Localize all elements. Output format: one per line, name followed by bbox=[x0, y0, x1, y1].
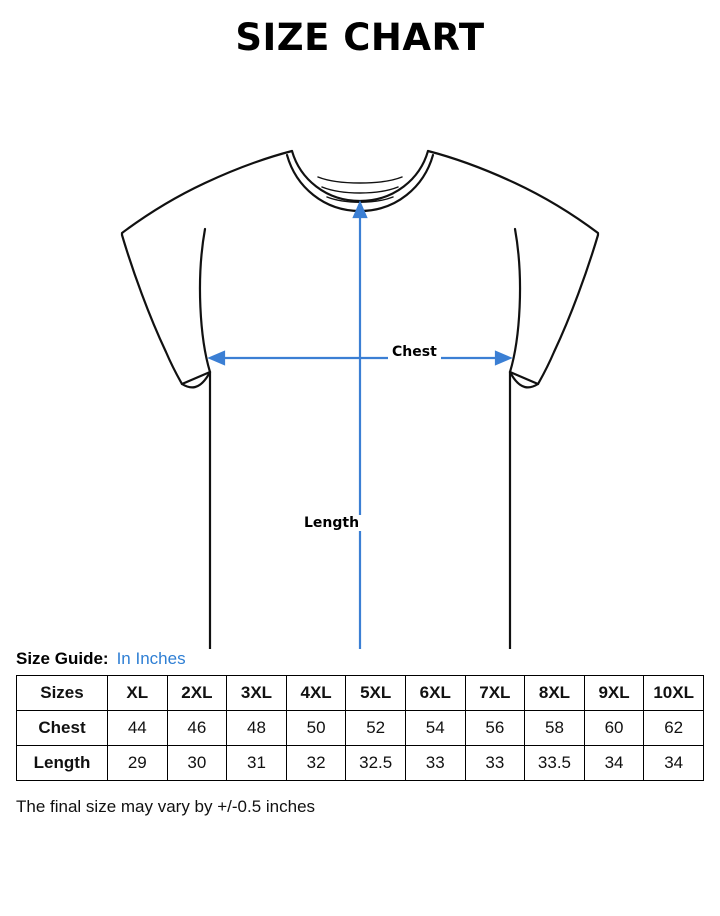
chest-6xl: 54 bbox=[405, 711, 465, 746]
chest-2xl: 46 bbox=[167, 711, 227, 746]
page-title: SIZE CHART bbox=[235, 16, 485, 59]
header-cell-8xl: 8XL bbox=[525, 676, 585, 711]
row-label-length: Length bbox=[17, 746, 108, 781]
table-row bbox=[17, 711, 704, 746]
chest-7xl: 56 bbox=[465, 711, 525, 746]
length-2xl: 30 bbox=[167, 746, 227, 781]
chest-8xl: 58 bbox=[525, 711, 585, 746]
header-cell-sizes: Sizes bbox=[17, 676, 108, 711]
length-6xl: 33 bbox=[405, 746, 465, 781]
size-guide-row bbox=[16, 649, 720, 669]
size-guide-label: Size Guide: bbox=[16, 649, 109, 668]
header-cell-5xl: 5XL bbox=[346, 676, 406, 711]
size-chart-page bbox=[0, 16, 720, 916]
length-8xl: 33.5 bbox=[525, 746, 585, 781]
size-table bbox=[16, 675, 704, 781]
tshirt-outline-svg bbox=[0, 59, 720, 649]
tshirt-diagram bbox=[0, 59, 720, 649]
length-xl: 29 bbox=[108, 746, 168, 781]
header-cell-6xl: 6XL bbox=[405, 676, 465, 711]
length-arrow bbox=[354, 203, 366, 649]
header-cell-3xl: 3XL bbox=[227, 676, 287, 711]
length-10xl: 34 bbox=[644, 746, 704, 781]
chest-5xl: 52 bbox=[346, 711, 406, 746]
chest-10xl: 62 bbox=[644, 711, 704, 746]
length-5xl: 32.5 bbox=[346, 746, 406, 781]
table-row bbox=[17, 746, 704, 781]
header-cell-7xl: 7XL bbox=[465, 676, 525, 711]
length-4xl: 32 bbox=[286, 746, 346, 781]
size-guide-units: In Inches bbox=[116, 649, 186, 668]
chest-xl: 44 bbox=[108, 711, 168, 746]
length-9xl: 34 bbox=[584, 746, 644, 781]
chest-4xl: 50 bbox=[286, 711, 346, 746]
table-header-row bbox=[17, 676, 704, 711]
row-label-chest: Chest bbox=[17, 711, 108, 746]
length-7xl: 33 bbox=[465, 746, 525, 781]
chest-3xl: 48 bbox=[227, 711, 287, 746]
length-3xl: 31 bbox=[227, 746, 287, 781]
header-cell-10xl: 10XL bbox=[644, 676, 704, 711]
header-cell-xl: XL bbox=[108, 676, 168, 711]
length-label: Length bbox=[300, 515, 363, 531]
footnote: The final size may vary by +/-0.5 inches bbox=[16, 797, 316, 816]
header-cell-4xl: 4XL bbox=[286, 676, 346, 711]
chest-label: Chest bbox=[388, 344, 441, 360]
chest-9xl: 60 bbox=[584, 711, 644, 746]
header-cell-2xl: 2XL bbox=[167, 676, 227, 711]
header-cell-9xl: 9XL bbox=[584, 676, 644, 711]
